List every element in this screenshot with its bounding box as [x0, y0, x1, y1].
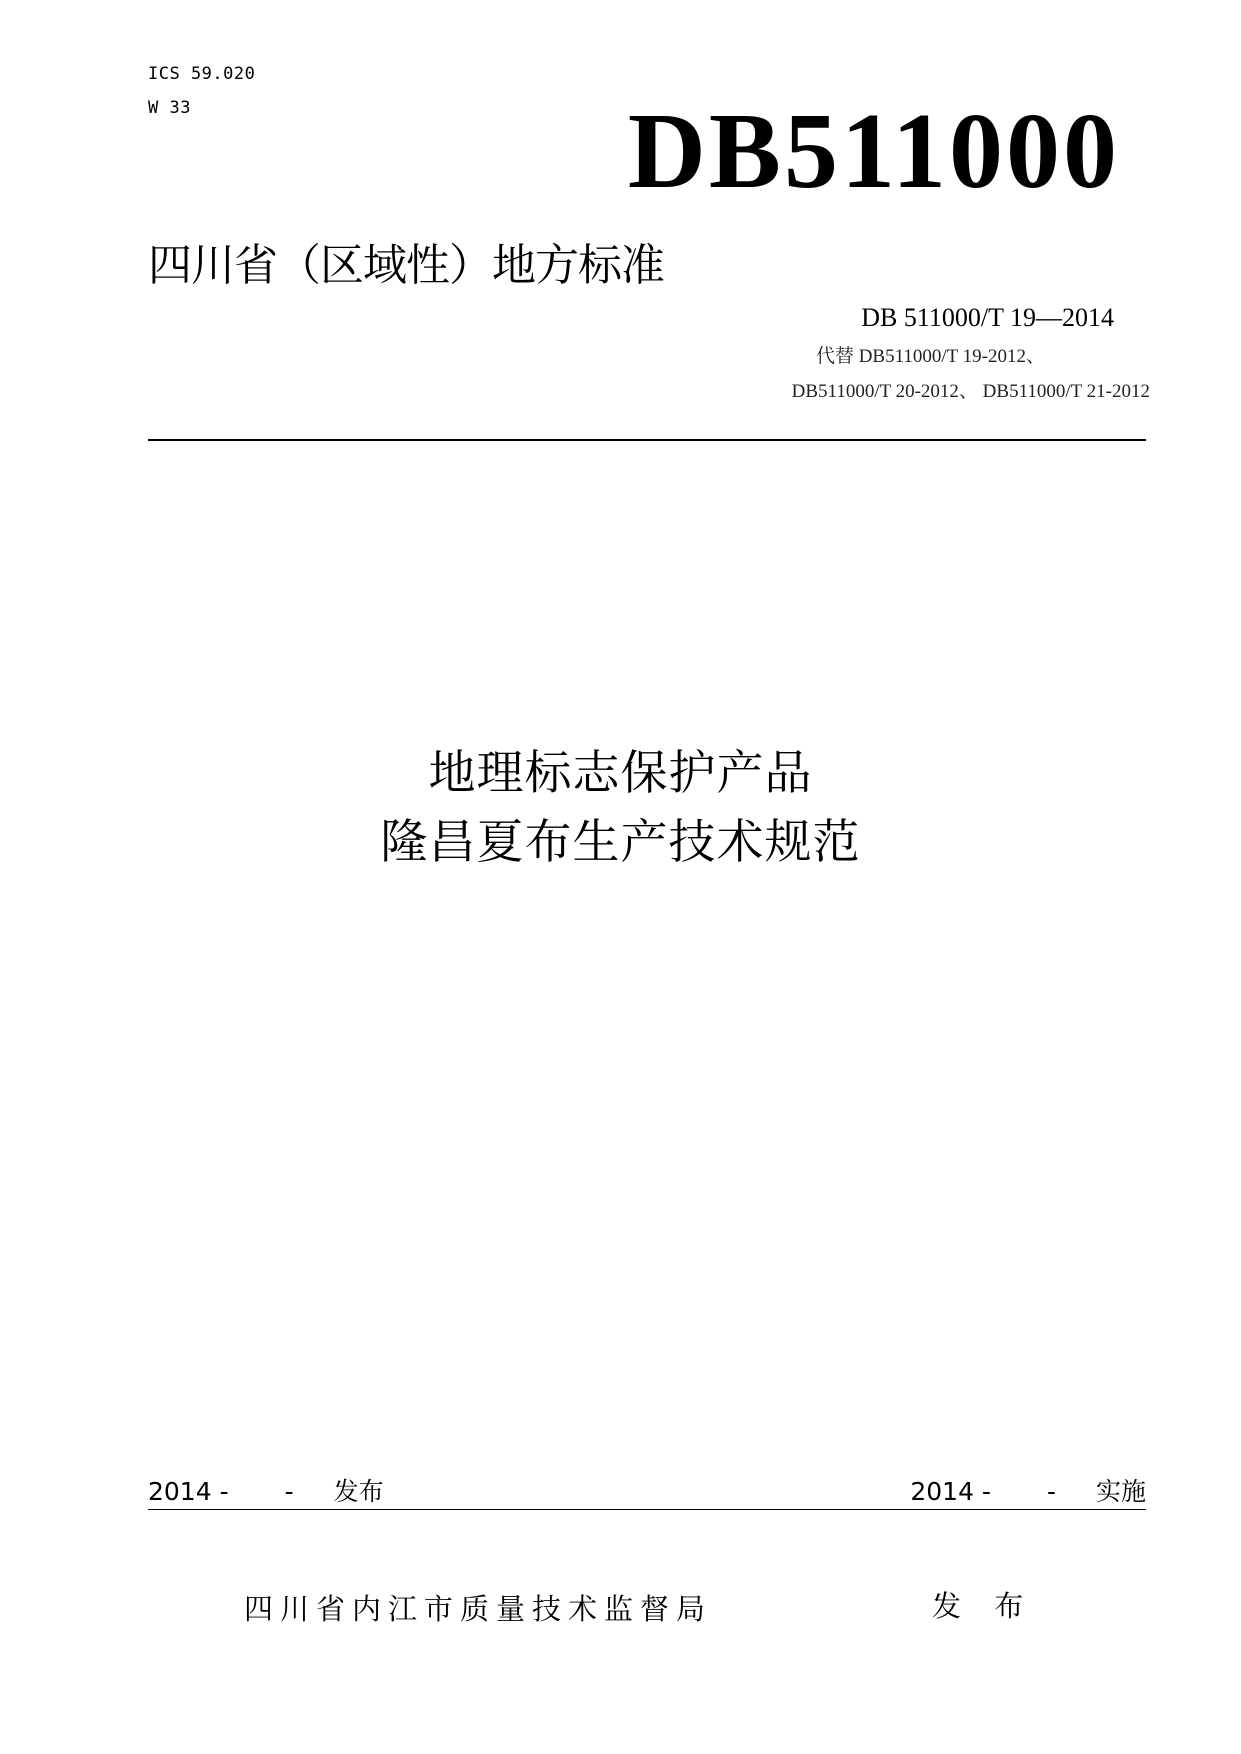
implement-label: 实施 — [1095, 1477, 1146, 1506]
publish-label: 发布 — [333, 1477, 384, 1506]
document-title-line-2: 隆昌夏布生产技术规范 — [380, 815, 861, 870]
standard-code-logo: DB511000 — [627, 92, 1120, 211]
document-title-line-1: 地理标志保护产品 — [428, 746, 813, 801]
header-divider — [148, 439, 1146, 441]
publish-date — [148, 1479, 384, 1504]
publish-dash: - — [284, 1477, 294, 1506]
implement-year: 2014 - — [910, 1477, 991, 1506]
classification-code: W 33 — [148, 98, 191, 118]
footer-divider — [148, 1509, 1146, 1510]
publish-year: 2014 - — [148, 1477, 229, 1506]
issue-label: 发 布 — [932, 1589, 1036, 1623]
replaces-line-1: 代替 DB511000/T 19-2012、 — [815, 346, 1045, 367]
standard-type: 四川省（区域性）地方标准 — [148, 240, 664, 291]
issuing-authority: 四川省内江市质量技术监督局 — [244, 1592, 713, 1626]
replaces-line-2: DB511000/T 20-2012、 DB511000/T 21-2012 — [791, 381, 1150, 402]
standard-number: DB 511000/T 19—2014 — [861, 303, 1114, 332]
ics-code: ICS 59.020 — [148, 64, 256, 84]
implement-dash: - — [1046, 1477, 1056, 1506]
implement-date — [910, 1479, 1146, 1504]
